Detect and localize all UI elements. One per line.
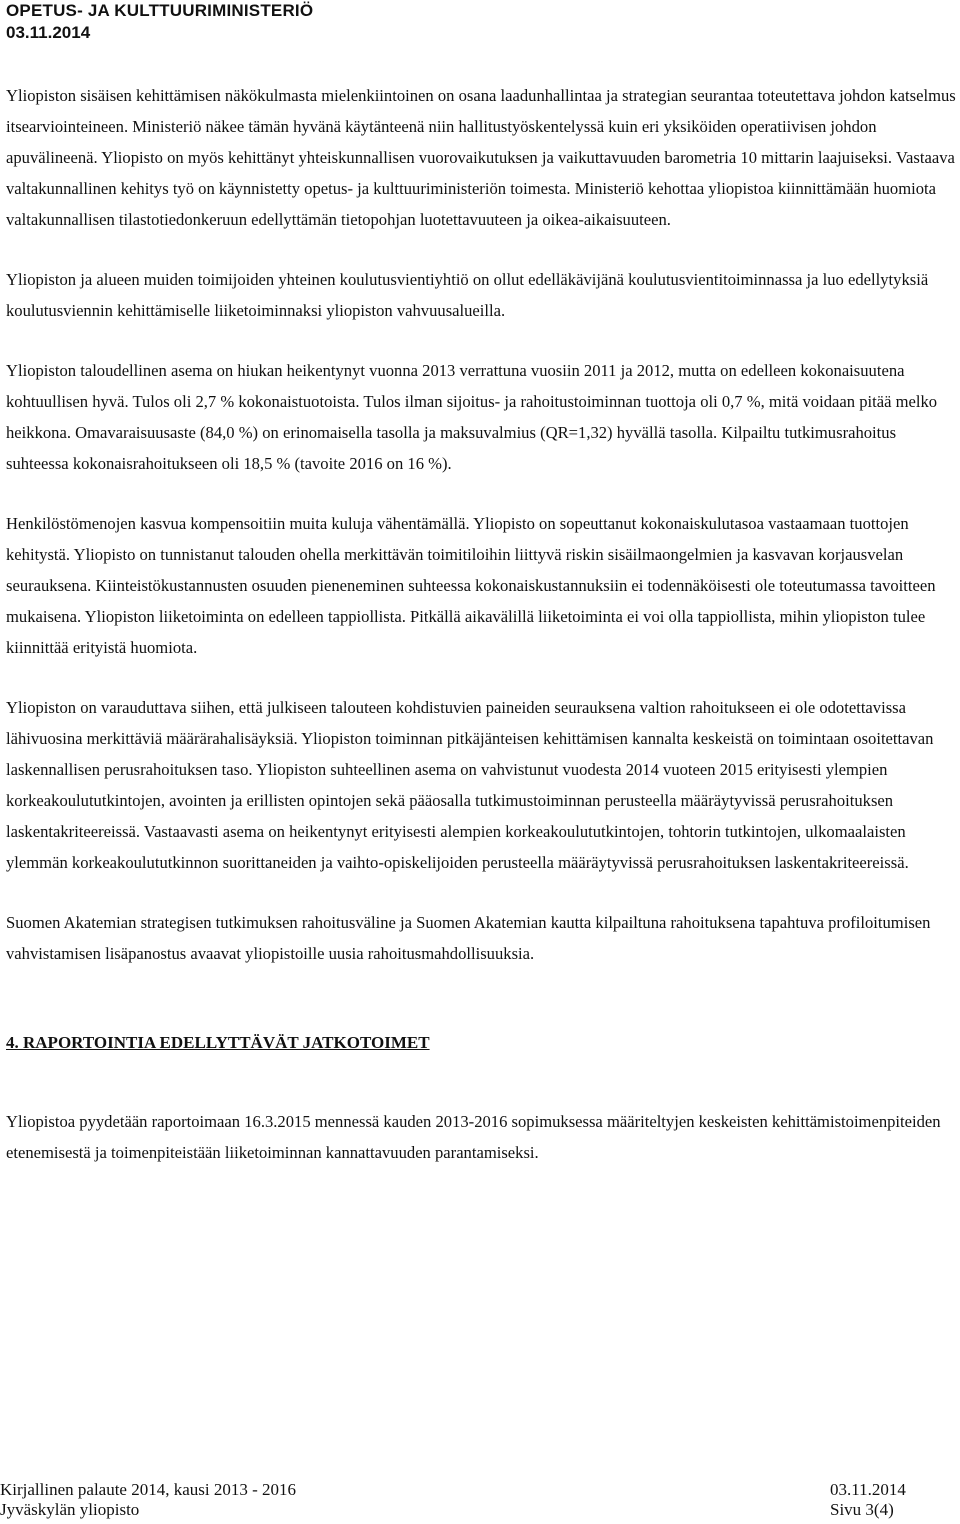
page-header — [6, 0, 313, 44]
section-heading: 4. RAPORTOINTIA EDELLYTTÄVÄT JATKOTOIMET — [6, 1033, 430, 1052]
footer-row-bottom — [0, 1500, 940, 1520]
paragraph-education-export: Yliopiston ja alueen muiden toimijoiden yhteinen koulutusvientiyhtiö on ollut edelläkävijänä koulutusvientitoiminnassa ja luo edellytyksiä koulutusviennin kehittämiselle liiketoiminnaksi yliopiston vahvuusalueilla. — [6, 270, 929, 320]
paragraph-internal-development: Yliopiston sisäisen kehittämisen näkökulmasta mielenkiintoinen on osana laadunhallintaa ja strategian seurantaa toteutettava johdon katselmus itsearviointeineen. Ministeriö näkee tämän hyvänä käytänteenä niin hallitustyöskentelyssä kuin eri yksiköiden operatiivisen johdon apuvälineenä. Yliopisto on myös kehittänyt yhteiskunnallisen vuorovaikutuksen ja vaikuttavuuden barometria 10 mittarin laajuiseksi. Vastaava valtakunnallinen kehitys työ on käynnistetty opetus- ja kulttuuriministeriön toimesta. Ministeriö kehottaa yliopistoa kiinnittämään huomiota valtakunnallisen tilastotiedonkeruun edellyttämän tietopohjan luotettavuuteen ja oikea-aikaisuuteen. — [6, 86, 956, 229]
paragraph-cost-management: Henkilöstömenojen kasvua kompensoitiin muita kuluja vähentämällä. Yliopisto on sopeuttanut kokonaiskulutasoa vastaamaan tuottojen kehitystä. Yliopisto on tunnistanut talouden ohella merkittävän toimitiloihin liittyvä riskin sisäilmaongelmien ja kasvavan korjausvelan seurauksena. Kiinteistökustannusten osuuden pieneneminen suhteessa kokonaiskustannuksiin ei todennäköisesti ole toteutumassa tavoitteen mukaisena. Yliopiston liiketoiminta on edelleen tappiollista. Pitkällä aikavälillä liiketoiminta ei voi olla tappiollista, mihin yliopiston tulee kiinnittää erityistä huomiota. — [6, 514, 936, 657]
paragraph-academy-funding: Suomen Akatemian strategisen tutkimuksen rahoitusväline ja Suomen Akatemian kautta kilpailtuna rahoituksena tapahtuva profiloitumisen vahvistamisen lisäpanostus avaavat yliopistoille uusia rahoitusmahdollisuuksia. — [6, 913, 931, 963]
paragraph-financial-position: Yliopiston taloudellinen asema on hiukan heikentynyt vuonna 2013 verrattuna vuosiin 2011 ja 2012, mutta on edelleen kokonaisuutena kohtuullisen hyvä. Tulos oli 2,7 % kokonaistuotoista. Tulos ilman sijoitus- ja rahoitustoiminnan tuottoja oli 0,7 %, mitä voidaan pitää melko heikkona. Omavaraisuusaste (84,0 %) on erinomaisella tasolla ja maksuvalmius (QR=1,32) hyvällä tasolla. Kilpailtu tutkimusrahoitus suhteessa kokonaisrahoitukseen oli 18,5 % (tavoite 2016 on 16 %). — [6, 361, 938, 473]
ministry-name: OPETUS- JA KULTTUURIMINISTERIÖ — [6, 1, 314, 20]
footer-university: Jyväskylän yliopisto — [0, 1500, 140, 1519]
header-date: 03.11.2014 — [6, 23, 91, 42]
footer-row-top — [0, 1480, 940, 1500]
footer-page-number: Sivu 3(4) — [830, 1500, 894, 1519]
page-footer — [0, 1480, 940, 1520]
footer-date: 03.11.2014 — [830, 1480, 906, 1499]
footer-document-title: Kirjallinen palaute 2014, kausi 2013 - 2016 — [0, 1480, 297, 1499]
paragraph-state-funding: Yliopiston on varauduttava siihen, että julkiseen talouteen kohdistuvien paineiden seurauksena valtion rahoitukseen ei ole odotettavissa lähivuosina merkittäviä määrärahalisäyksiä. Yliopiston toiminnan pitkäjänteisen kehittämisen kannalta keskeistä on toimintaan osoitettavan laskennallisen perusrahoituksen taso. Yliopiston suhteellinen asema on vahvistunut vuodesta 2014 vuoteen 2015 erityisesti ylempien korkeakoulututkintojen, avointen ja erillisten opintojen sekä pääosalla tutkimustoiminnan perusteella määräytyvissä perusrahoituksen laskentakriteereissä. Vastaavasti asema on heikentynyt erityisesti alempien korkeakoulututkintojen, tohtorin tutkintojen, ulkomaalaisten ylemmän korkeakoulututkinnon suorittaneiden ja vaihto-opiskelijoiden perusteella määräytyvissä perusrahoituksen laskentakriteereissä. — [6, 698, 934, 872]
paragraph-reporting-request: Yliopistoa pyydetään raportoimaan 16.3.2015 mennessä kauden 2013-2016 sopimuksessa määriteltyjen keskeisten kehittämistoimenpiteiden etenemisestä ja toimenpiteistään liiketoiminnan kannattavuuden parantamiseksi. — [6, 1112, 941, 1162]
document-body — [6, 80, 956, 1197]
